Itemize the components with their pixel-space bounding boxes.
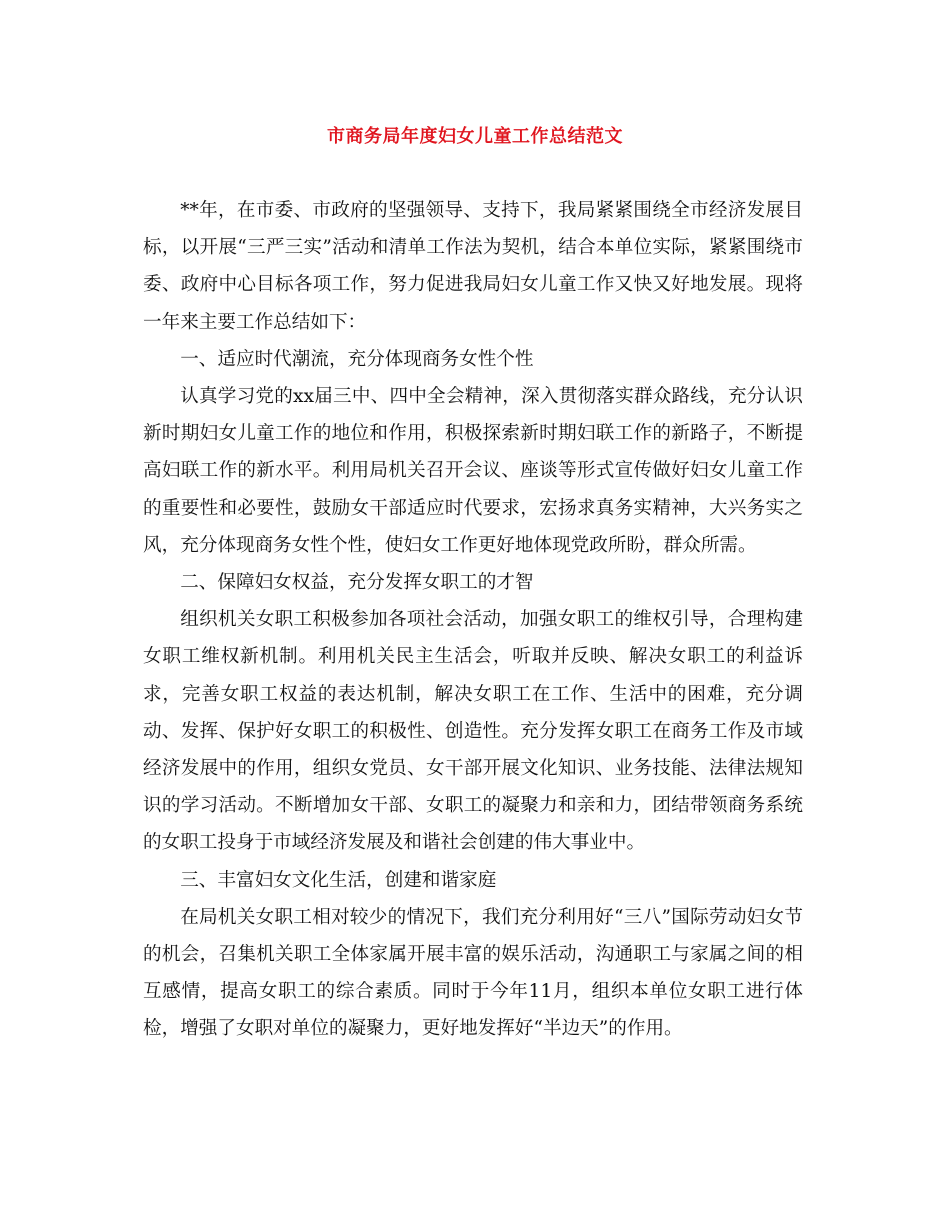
section-heading-3: 三、丰富妇女文化生活，创建和谐家庭 (180, 869, 497, 891)
section-heading-1: 一、适应时代潮流，充分体现商务女性个性 (180, 348, 534, 370)
document-body (143, 192, 803, 1048)
document-title: 市商务局年度妇女儿童工作总结范文 (327, 126, 623, 147)
section-heading-2: 二、保障妇女权益，充分发挥女职工的才智 (180, 572, 534, 594)
section-paragraph-3: 在局机关女职工相对较少的情况下，我们充分利用好“三八”国际劳动妇女节的机会，召集机关职工全体家属开展丰富的娱乐活动，沟通职工与家属之间的相互感情，提高女职工的综合素质。同时于今年11月，组织本单位女职工进行体检，增强了女职对单位的凝聚力，更好地发挥好“半边天”的作用。 (143, 906, 803, 1040)
section-paragraph-2: 组织机关女职工积极参加各项社会活动，加强女职工的维权引导，合理构建女职工维权新机制。利用机关民主生活会，听取并反映、解决女职工的利益诉求，完善女职工权益的表达机制，解决女职工在工作、生活中的困难，充分调动、发挥、保护好女职工的积极性、创造性。充分发挥女职工在商务工作及市域经济发展中的作用，组织女党员、女干部开展文化知识、业务技能、法律法规知识的学习活动。不断增加女干部、女职工的凝聚力和亲和力，团结带领商务系统的女职工投身于市域经济发展及和谐社会创建的伟大事业中。 (143, 609, 803, 854)
section-paragraph-1: 认真学习党的xx届三中、四中全会精神，深入贯彻落实群众路线，充分认识新时期妇女儿童工作的地位和作用，积极探索新时期妇联工作的新路子，不断提高妇联工作的新水平。利用局机关召开会议、座谈等形式宣传做好妇女儿童工作的重要性和必要性，鼓励女干部适应时代要求，宏扬求真务实精神，大兴务实之风，充分体现商务女性个性，使妇女工作更好地体现党政所盼，群众所需。 (143, 386, 803, 556)
intro-paragraph: **年，在市委、市政府的坚强领导、支持下，我局紧紧围绕全市经济发展目标，以开展“三严三实”活动和清单工作法为契机，结合本单位实际，紧紧围绕市委、政府中心目标各项工作，努力促进我局妇女儿童工作又快又好地发展。现将一年来主要工作总结如下： (143, 200, 803, 333)
